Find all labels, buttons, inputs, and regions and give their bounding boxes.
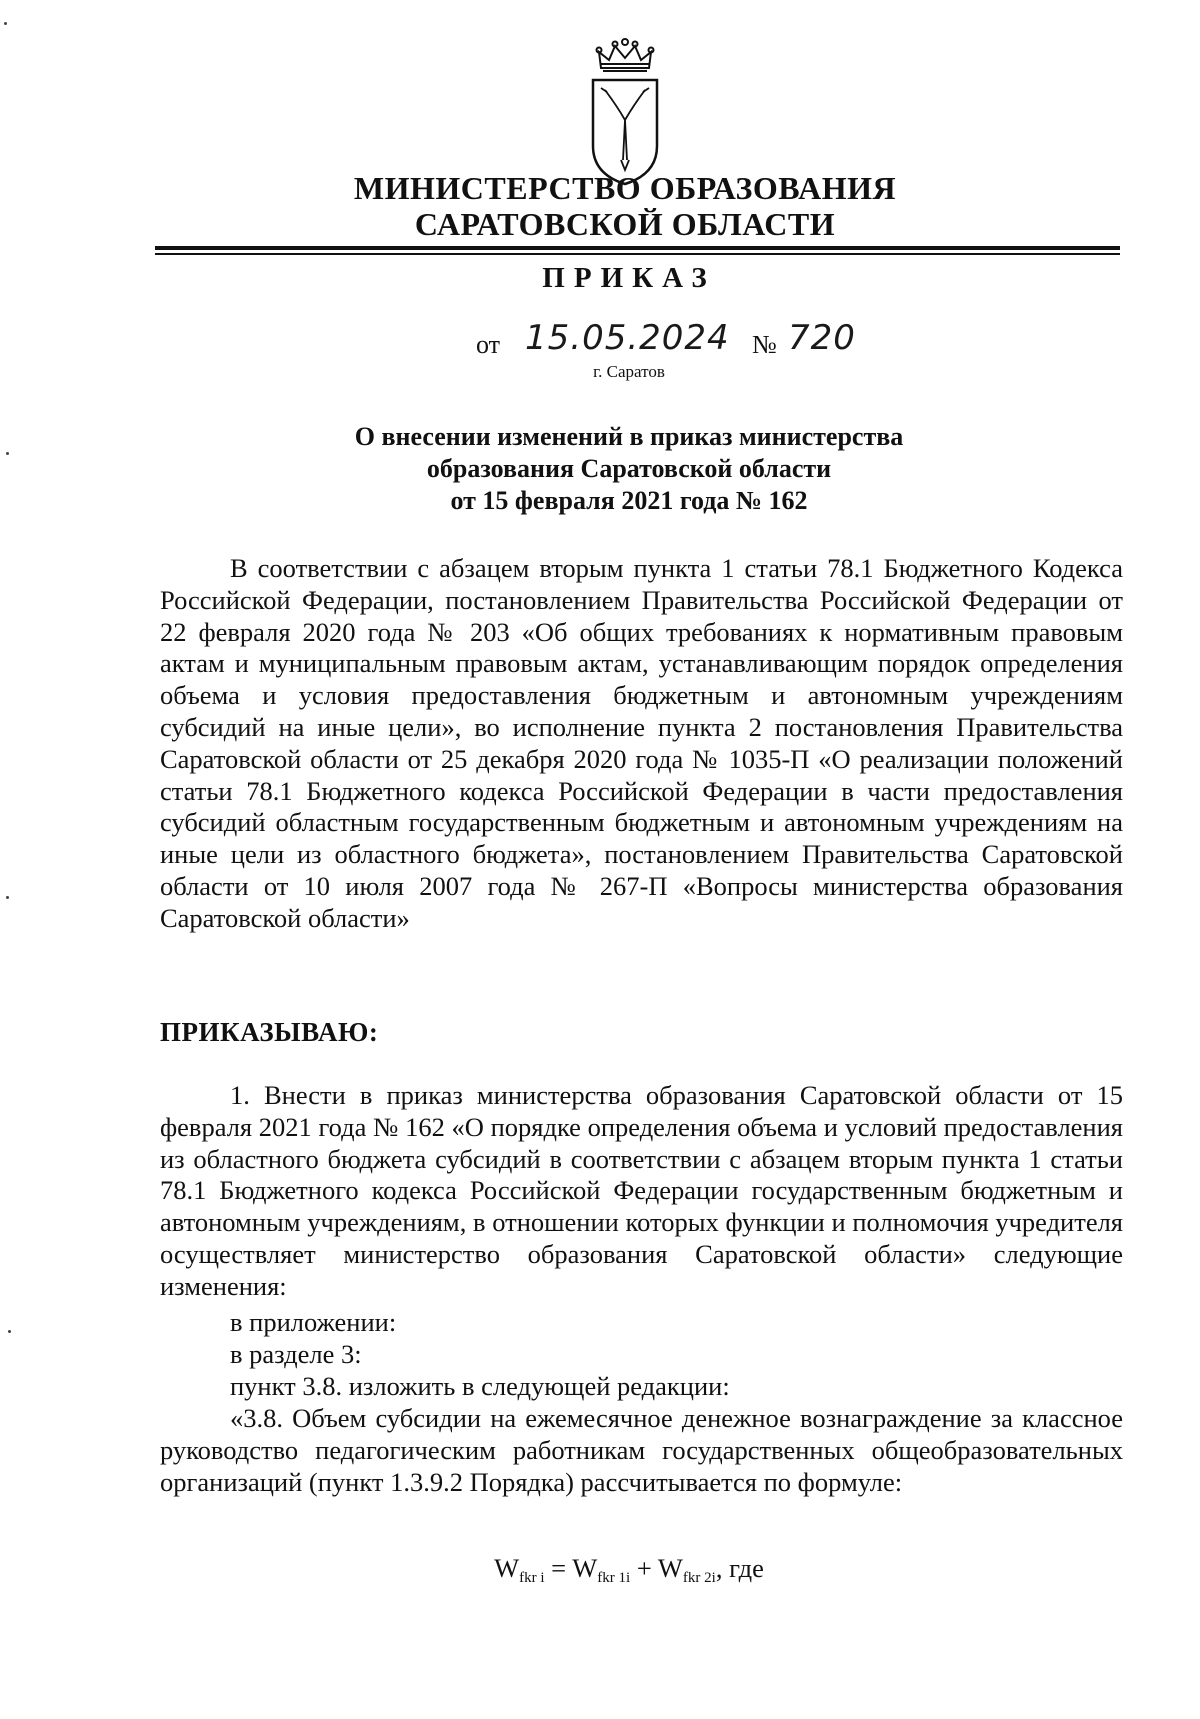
appendix-line: в приложении: (230, 1307, 397, 1337)
formula-term-1: W (572, 1553, 598, 1583)
subject-line-2: образования Саратовской области (426, 454, 832, 483)
subject-line-3: от 15 февраля 2021 года № 162 (450, 486, 808, 515)
subject-line-1: О внесении изменений в приказ министерства (354, 422, 904, 451)
formula-lhs-sub: fkr i (519, 1570, 545, 1586)
formula-term-2: W (657, 1553, 683, 1583)
order-number-handwritten: 720 (788, 318, 856, 358)
formula-term-1-sub: fkr 1i (597, 1570, 631, 1586)
preamble-paragraph: В соответствии с абзацем вторым пункта 1 статьи 78.1 Бюджетного Кодекса Российской Федерации, постановлением Правительства Российской Федерации от 22 февраля 2020 года № 203 «Об общих требованиях к нормативным правовым актам и муниципальным правовым актам, устанавливающим порядок определения объема и условия предоставления бюджетным и автономным учреждениям субсидий на иные цели», во исполнение пункта 2 постановления Правительства Саратовской области от 25 декабря 2020 года № 1035-П «О реализации положений статьи 78.1 Бюджетного кодекса Российской Федерации в части предоставления субсидий областным государственным бюджетным и автономным учреждениям на иные цели из областного бюджета», постановлением Правительства Саратовской области от 10 июля 2007 года № 267-П «Вопросы министерства образования Саратовской области» (160, 553, 1123, 933)
command-heading: ПРИКАЗЫВАЮ: (160, 1017, 379, 1047)
formula-term-2-sub: fkr 2i (682, 1570, 716, 1586)
formula-tail: , где (715, 1553, 764, 1583)
point-3-8-paragraph: «3.8. Объем субсидии на ежемесячное денежное вознаграждение за классное руководство педагогическим работникам государственных общеобразовательных организаций (пункт 1.3.9.2 Порядка) рассчитывается по формуле: (160, 1403, 1123, 1497)
number-prefix: № (752, 330, 777, 359)
scan-speck (6, 896, 9, 899)
formula-lhs: W (494, 1553, 520, 1583)
scan-speck (4, 22, 7, 25)
saratov-coat-of-arms-icon (587, 38, 663, 188)
scan-speck (8, 1330, 11, 1333)
document-type-title: ПРИКАЗ (542, 262, 716, 294)
ministry-name-line-1: МИНИСТЕРСТВО ОБРАЗОВАНИЯ (353, 170, 897, 206)
formula-eq: = (544, 1553, 573, 1583)
point-line: пункт 3.8. изложить в следующей редакции: (230, 1371, 730, 1401)
order-city: г. Саратов (593, 362, 665, 381)
scan-speck (6, 452, 9, 455)
date-prefix: от (476, 330, 501, 359)
order-date-handwritten: 15.05.2024 (525, 318, 730, 358)
formula-plus: + (630, 1553, 658, 1583)
header-divider-thin (155, 253, 1120, 255)
item-1-paragraph: 1. Внести в приказ министерства образования Саратовской области от 15 февраля 2021 года № 162 «О порядке определения объема и условий предоставления из областного бюджета субсидий в соответствии с абзацем вторым пункта 1 статьи 78.1 Бюджетного кодекса Российской Федерации государственным бюджетным и автономным учреждениям, в отношении которых функции и полномочия учредителя осуществляет министерство образования Саратовской области» следующие изменения: (160, 1080, 1123, 1301)
header-divider-thick (155, 246, 1120, 250)
formula (0, 1553, 1200, 1587)
section-line: в разделе 3: (230, 1339, 362, 1369)
ministry-name-line-2: САРАТОВСКОЙ ОБЛАСТИ (414, 206, 836, 242)
